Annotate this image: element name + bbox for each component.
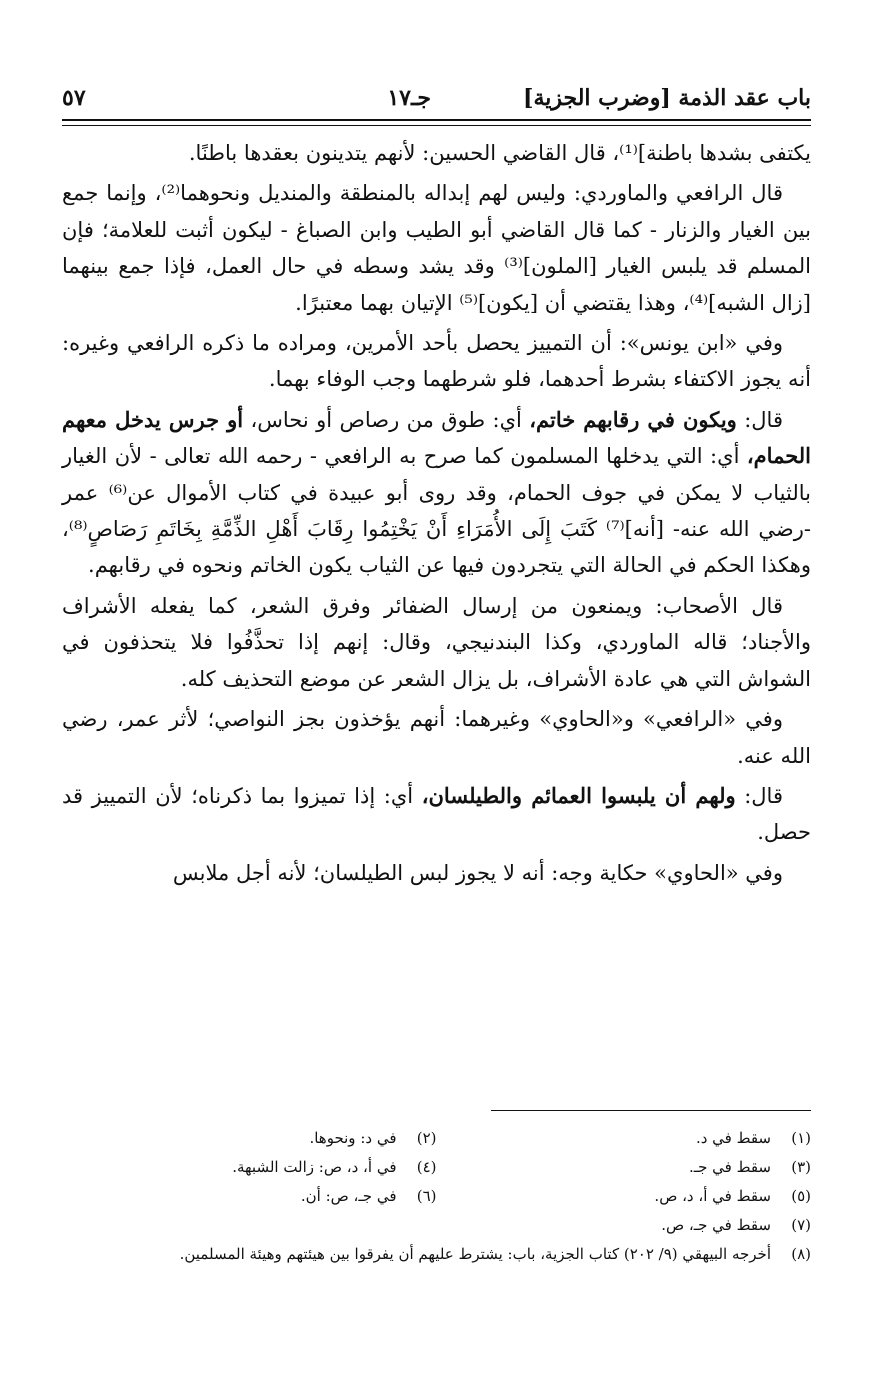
paragraph: [62, 402, 811, 584]
footnote-text: أخرجه البيهقي (٩/ ٢٠٢) كتاب الجزية، باب: يشترط عليهم أن يفرقوا بين هيئتهم وهيئة المسلمين.: [179, 1245, 771, 1263]
footnote-text: سقط في أ، د، ص.: [654, 1187, 771, 1205]
header-rule-thin: [62, 125, 811, 126]
footnote: [62, 1182, 437, 1211]
paragraph: قال الأصحاب: ويمنعون من إرسال الضفائر وفرق الشعر، كما يفعله الأشراف والأجناد؛ قاله الماوردي، وكذا البندنيجي، وقال: إنهم إذا تحذَّفُوا فلا يتحذفون في الشواش التي هي عادة الأشراف، بل يزال الشعر عن موضع التحذيف كله.: [62, 593, 812, 691]
footnote-row: [62, 1124, 811, 1153]
running-header: [62, 82, 811, 118]
chapter-title: باب عقد الذمة [وضرب الجزية]: [523, 85, 811, 111]
footnote-separator: [491, 1110, 811, 1111]
matn-text: أو جرس يدخل معهم الحمام،: [62, 406, 811, 469]
footnote-number: (٦): [416, 1187, 437, 1205]
footnote-number: (٤): [416, 1158, 437, 1176]
footnote: [62, 1153, 437, 1182]
matn-text: ولهم أن يلبسوا العمائم والطيلسان،: [421, 782, 736, 808]
commentary-text: أي: التي يدخلها المسلمون كما صرح به الرافعي - رحمه الله تعالى - لأن الغيار بالثياب لا يمكن في جوف الحمام، وقد روى أبو عبيدة في كتاب الأموال عن⁽⁶⁾ عمر -رضي الله عنه- [أنه]⁽⁷⁾ كَتَبَ إِلَى الأُمَرَاءِ أَنْ يَخْتِمُوا رِقَابَ أَهْلِ الذِّمَّةِ بِخَاتَمِ رَصَاصٍ⁽⁸⁾، وهكذا الحكم في الحالة التي يتجردون فيها عن الثياب يكون الخاتم ونحوه في رقابهم.: [62, 444, 811, 578]
footnote: [437, 1124, 812, 1153]
paragraph: وفي «الرافعي» و«الحاوي» وغيرهما: أنهم يؤخذون بجز النواصي؛ لأثر عمر، رضي الله عنه.: [62, 707, 811, 768]
footnote-row: [62, 1153, 811, 1182]
footnote-number: (٨): [791, 1245, 811, 1263]
header-rule-thick: [62, 119, 811, 121]
footnote: [62, 1124, 437, 1153]
footnote: [437, 1182, 812, 1211]
footnote: [437, 1211, 812, 1240]
footnote: [437, 1153, 812, 1182]
footnotes: [62, 1124, 811, 1269]
paragraph: يكتفى بشدها باطنة]⁽¹⁾، قال القاضي الحسين: لأنهم يتدينون بعقدها باطنًا.: [188, 141, 811, 165]
paragraph: وفي «ابن يونس»: أن التمييز يحصل بأحد الأمرين، ومراده ما ذكره الرافعي وغيره: أنه يجوز الاكتفاء بشرط أحدهما، فلو شرطهما وجب الوفاء بهما.: [62, 331, 811, 392]
matn-text: ويكون في رقابهم خاتم،: [529, 406, 737, 432]
footnote-number: (٧): [791, 1216, 811, 1234]
footnote-number: (٥): [791, 1187, 811, 1205]
paragraph-lead: قال:: [736, 407, 783, 432]
paragraph: وفي «الحاوي» حكاية وجه: أنه لا يجوز لبس الطيلسان؛ لأنه أجل ملابس: [172, 860, 783, 885]
footnote-text: سقط في د.: [695, 1129, 771, 1147]
footnote-number: (٣): [791, 1158, 811, 1176]
footnote-text: في جـ، ص: أن.: [300, 1187, 397, 1205]
volume-number: جـ١٧: [387, 85, 431, 111]
paragraph: قال الرافعي والماوردي: وليس لهم إبداله بالمنطقة والمنديل ونحوهما⁽²⁾، وإنما جمع بين الغيار والزنار - كما قال القاضي أبو الطيب وابن الصباغ - ليكون أثبت للعلامة؛ فإن المسلم قد يلبس الغيار [الملون]⁽³⁾ وقد يشد وسطه في حال العمل، فإذا جمع بينهما [زال الشبه]⁽⁴⁾، وهذا يقتضي أن [يكون]⁽⁵⁾ الإتيان بهما معتبرًا.: [62, 181, 811, 315]
footnote-number: (٢): [416, 1129, 437, 1147]
footnote-text: سقط في جـ، ص.: [661, 1216, 771, 1234]
footnote-text: سقط في جـ.: [688, 1158, 771, 1176]
main-text: [62, 135, 811, 895]
paragraph: [62, 778, 811, 851]
footnote-text: في أ، د، ص: زالت الشبهة.: [232, 1158, 397, 1176]
footnote-number: (١): [791, 1129, 811, 1147]
footnote: [62, 1240, 811, 1269]
footnote-row: [62, 1211, 811, 1240]
page-number: ٥٧: [62, 85, 86, 111]
commentary-text: أي: إذا تميزوا بما ذكرناه؛ لأن التمييز قد حصل.: [62, 783, 811, 845]
footnote-text: في د: ونحوها.: [309, 1129, 397, 1147]
footnote-row: [62, 1182, 811, 1211]
paragraph-lead: قال:: [735, 783, 783, 808]
commentary-text: أي: طوق من رصاص أو نحاس،: [243, 407, 530, 432]
